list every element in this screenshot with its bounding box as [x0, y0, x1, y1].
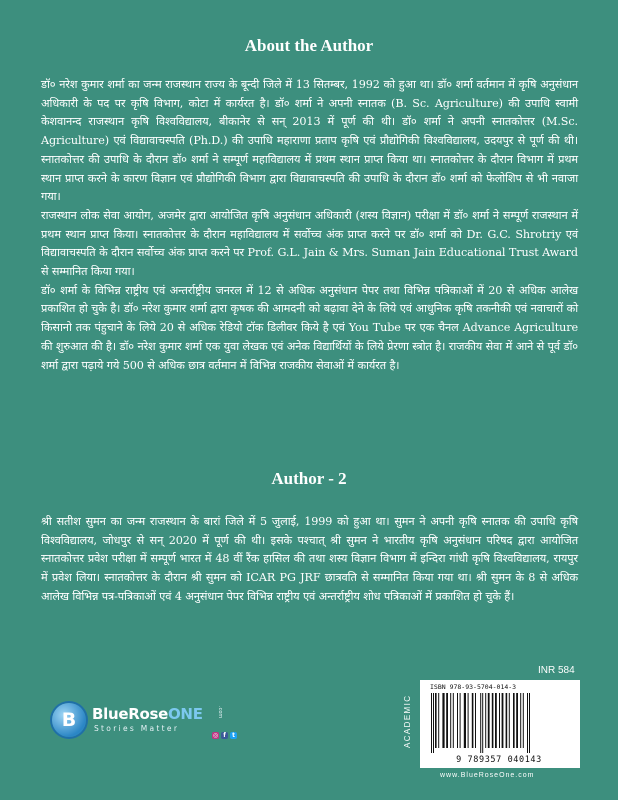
logo-letter: B	[61, 709, 77, 731]
author1-paragraph-1: डॉ० नरेश कुमार शर्मा का जन्म राजस्थान राज्य के बून्दी जिले में 13 सितम्बर, 1992 को हुआ था। डॉ० शर्मा वर्तमान में कृषि अनुसंधान अधिकारी के पद पर कृषि विभाग, कोटा में कार्यरत है। डॉ० शर्मा ने अपनी स्नातक (B. Sc. Agriculture) की उपाधि स्वामी केशवानन्द राजस्थान कृषि विश्वविद्यालय, बीकानेर से सन् 2013 में पूर्ण की थी। डॉ० शर्मा ने अपनी स्नातकोत्तर (M.Sc. Agriculture) एवं विद्यावाचस्पति (Ph.D.) की उपाधि महाराणा प्रताप कृषि एवं प्रौद्योगिकी विश्वविद्यालय, उदयपुर से पूर्ण की थी। स्नातकोत्तर की उपाधि के दौरान डॉ० शर्मा ने सम्पूर्ण महाविद्यालय में प्रथम स्थान प्राप्त किया था। स्नातकोत्तर के दौरान विभाग में प्रथम स्थान प्राप्त करने के कारण विज्ञान एवं प्रौद्योगिकी विभाग द्वारा विद्यावाचस्पति की उपाधि के दौरान डॉ० शर्मा को फेलोशिप से भी नवाजा गया।	[41, 78, 578, 204]
barcode-bar	[509, 693, 510, 748]
author2-heading: Author - 2	[271, 469, 347, 488]
author1-paragraph-2: राजस्थान लोक सेवा आयोग, अजमेर द्वारा आयोजित कृषि अनुसंधान अधिकारी (शस्य विज्ञान) परीक्षा में डॉ० शर्मा ने सम्पूर्ण राजस्थान में प्रथम स्थान प्राप्त किया। स्नातकोत्तर के दौरान महाविद्यालय में सर्वोच्च अंक प्राप्त करने पर डॉ० शर्मा को Dr. G.C. Shrotriy एवं विद्यावाचस्पति के दौरान सर्वोच्च अंक प्राप्त करने पर Prof. G.L. Jain & Mrs. Suman Jain Educational Trust Award से सम्मानित किया गया।	[41, 208, 578, 279]
barcode-box	[420, 680, 580, 768]
price-label: INR 584	[538, 665, 575, 676]
barcode-bar	[460, 693, 461, 748]
publisher-domain-suffix: .com	[217, 706, 223, 719]
publisher-name-main: BlueRose	[92, 705, 168, 723]
category-label: ACADEMIC	[403, 694, 412, 748]
barcode-bar	[488, 693, 490, 748]
author2-bio	[41, 513, 578, 607]
barcode-bar	[529, 693, 530, 753]
barcode-bar	[480, 693, 481, 753]
twitter-icon: t	[230, 732, 237, 739]
barcode-bar	[457, 693, 458, 748]
barcode-bar	[495, 693, 497, 748]
barcode-bar	[453, 693, 454, 748]
barcode-bar	[442, 693, 444, 748]
barcode-bar	[475, 693, 476, 748]
barcode-bar	[431, 693, 432, 753]
barcode-bar	[502, 693, 504, 748]
publisher-name-accent: ONE	[167, 705, 203, 723]
publisher-name	[92, 705, 203, 723]
author2-paragraph-1: श्री सतीश सुमन का जन्म राजस्थान के बारां जिले में 5 जुलाई, 1999 को हुआ था। सुमन ने अपनी कृषि स्नातक की उपाधि कृषि विश्वविद्यालय, जोधपुर से सन् 2020 में पूर्ण की थी। इसके पश्चात् श्री सुमन ने भारतीय कृषि अनुसंधान परिषद द्वारा आयोजित स्नातकोत्तर प्रवेश परीक्षा में सम्पूर्ण भारत में 48 वीं रैंक हासिल की तथा शस्य विज्ञान विभाग में इन्दिरा गांधी कृषि विश्वविद्यालय, रायपुर में प्रवेश लिया। स्नातकोत्तर के दौरान श्री सुमन को ICAR PG JRF छात्रवति से सम्मानित किया गया था। श्री सुमन के 8 से अधिक आलेख विभिन्न पत्र-पत्रिकाओं एवं 4 अनुसंधान पेपर विभिन्न राष्ट्रीय एवं अन्तर्राष्ट्रीय शोध पत्रिकाओं में प्रकाशित हो चुके हैं।	[41, 515, 578, 603]
barcode-bar	[464, 693, 466, 748]
barcode-number: 9 789357 040143	[456, 755, 542, 765]
barcode-bar	[499, 693, 500, 748]
barcode-bar	[492, 693, 494, 748]
publisher-website: www.BlueRoseOne.com	[440, 772, 535, 779]
author1-bio	[41, 76, 578, 375]
barcode-bar	[446, 693, 448, 748]
barcode-bar	[433, 693, 434, 753]
barcode-bar	[520, 693, 521, 748]
author1-paragraph-3: डॉ० शर्मा के विभिन्न राष्ट्रीय एवं अन्तर्राष्ट्रीय जनरल में 12 से अधिक अनुसंधान पेपर तथा विभिन्न पत्रिकाओं में 20 से अधिक आलेख प्रकाशित हो चुके है। डॉ० नरेश कुमार शर्मा द्वारा कृषक की आमदनी को बढ़ावा देने के लिये एवं आधुनिक कृषि तकनीकी एवं नवाचारों को किसानो तक पंहुचाने के लिये 20 से अधिक रेडियो टॉक डिलीवर किये है एवं You Tube पर एक चैनल Advance Agriculture की शुरुआत की है। डॉ० नरेश कुमार शर्मा एक युवा लेखक एवं अनेक विद्यार्थियों के लिये प्रेरणा स्त्रोत है। राजकीय सेवा में आने से पूर्व डॉ० शर्मा द्वारा पढ़ाये गये 500 से अधिक छात्र वर्तमान में विभिन्न राजकीय सेवाओं में कार्यरत है।	[41, 283, 578, 372]
barcode-bar	[450, 693, 451, 748]
publisher-tagline: Stories Matter	[94, 724, 180, 733]
barcode-icon	[429, 693, 569, 753]
barcode-bar	[435, 693, 437, 748]
barcode-bar	[482, 693, 483, 753]
social-icons	[212, 732, 237, 739]
barcode-bar	[516, 693, 518, 748]
barcode-bar	[513, 693, 515, 748]
barcode-bar	[485, 693, 486, 748]
barcode-bar	[472, 693, 474, 748]
barcode-bar	[527, 693, 528, 753]
barcode-bar	[506, 693, 508, 748]
isbn-text: ISBN 978-93-5704-014-3	[430, 683, 517, 691]
facebook-icon: f	[221, 732, 228, 739]
barcode-bar	[438, 693, 439, 748]
barcode-bar	[468, 693, 469, 748]
publisher-logo	[52, 703, 252, 743]
barcode-bar	[523, 693, 524, 748]
instagram-icon: ◎	[212, 732, 219, 739]
about-author-heading: About the Author	[244, 36, 374, 55]
